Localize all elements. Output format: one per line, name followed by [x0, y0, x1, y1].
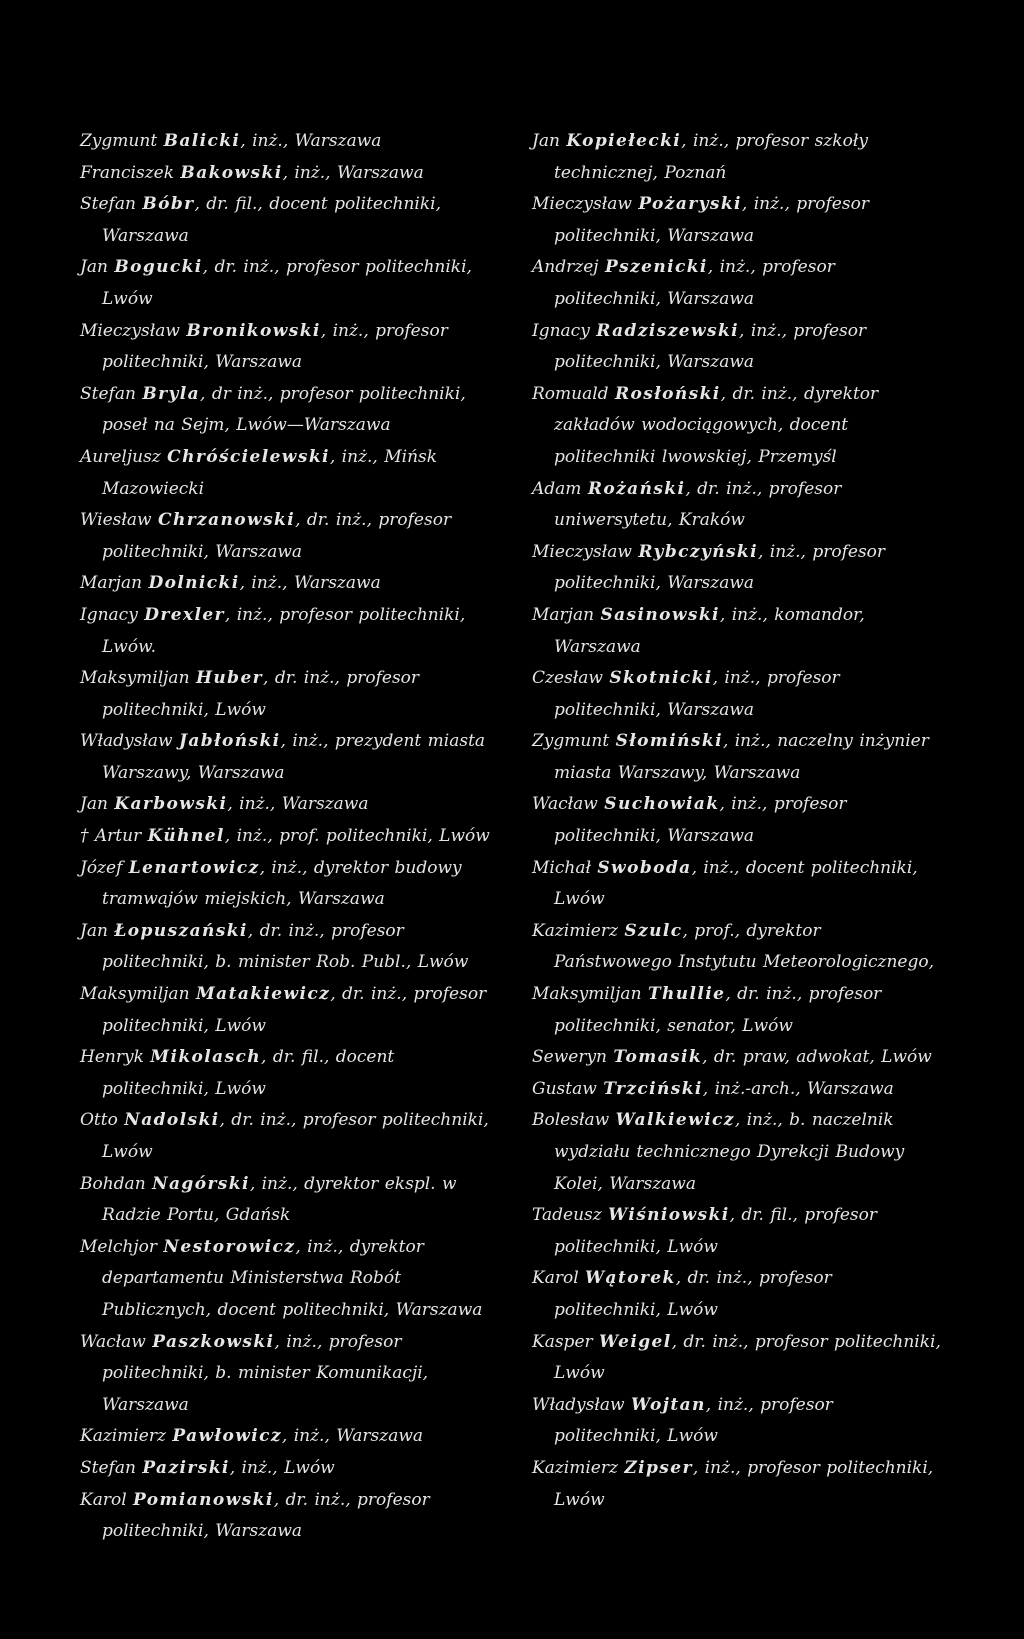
- first-name: Zygmunt: [532, 731, 610, 752]
- entry-details: , dr. inż., profesor politechniki, Lwów: [102, 1110, 489, 1162]
- entry-details: , inż., Warszawa: [282, 162, 424, 183]
- first-name: Wacław: [80, 1331, 146, 1352]
- first-name: Stefan: [80, 383, 136, 404]
- first-name: Zygmunt: [80, 131, 158, 151]
- surname: Nadolski: [124, 1110, 220, 1131]
- entry-details: , inż., profesor politechniki, Warszawa: [554, 668, 840, 720]
- entry-details: , inż., prof. politechniki, Lwów: [224, 826, 490, 847]
- list-item: [80, 1327, 490, 1422]
- first-name: Mieczysław: [532, 194, 632, 215]
- surname: Matakiewicz: [195, 984, 331, 1005]
- surname: Mikolasch: [150, 1047, 262, 1068]
- surname: Skotnicki: [609, 668, 713, 689]
- surname: Rosłoński: [614, 383, 721, 404]
- first-name: Kazimierz: [80, 1426, 166, 1447]
- entry-details: , dr. inż., profesor politechniki, Lwów: [102, 984, 487, 1036]
- surname: Thullie: [647, 984, 726, 1005]
- entry-details: , dr. fil., docent politechniki, Warszawa: [102, 194, 441, 246]
- first-name: Romuald: [532, 383, 609, 404]
- first-name: † Artur: [80, 826, 142, 847]
- list-item: [80, 663, 490, 726]
- entry-details: , dr. inż., profesor politechniki, Lwów: [554, 1331, 941, 1384]
- first-name: Władysław: [532, 1394, 625, 1415]
- list-item: [80, 1105, 490, 1168]
- entry-details: , inż., dyrektor departamentu Ministerstwa Robót Publicznych, docent politechniki, Warszawa: [102, 1236, 483, 1320]
- list-item: [80, 853, 490, 916]
- surname: Drexler: [144, 604, 225, 625]
- list-item: [532, 600, 942, 663]
- entry-details: , inż., profesor politechniki, Lwów.: [102, 604, 466, 657]
- first-name: Seweryn: [532, 1047, 607, 1068]
- surname: Pomianowski: [133, 1489, 274, 1510]
- list-item: [532, 316, 942, 379]
- list-item: [532, 789, 942, 852]
- entry-details: , inż., Warszawa: [239, 573, 381, 594]
- surname: Pożaryski: [638, 194, 742, 215]
- surname: Jabłoński: [178, 731, 281, 752]
- first-name: Bohdan: [80, 1173, 146, 1194]
- list-item: [532, 1390, 942, 1453]
- surname: Lenartowicz: [128, 857, 260, 878]
- surname: Sasinowski: [600, 604, 720, 625]
- list-item: [532, 252, 942, 315]
- list-item: [80, 1042, 490, 1105]
- surname: Tomasik: [613, 1047, 703, 1068]
- list-item: [80, 1232, 490, 1327]
- list-item: [80, 1453, 490, 1485]
- first-name: Tadeusz: [532, 1205, 602, 1226]
- right-column: [532, 126, 942, 1516]
- first-name: Wiesław: [80, 510, 152, 531]
- surname: Wątorek: [585, 1268, 676, 1289]
- surname: Szulc: [624, 920, 683, 941]
- surname: Chróścielewski: [167, 446, 330, 467]
- entry-details: , dr. inż., dyrektor zakładów wodociągowych, docent politechniki lwowskiej, Przemyśl: [554, 383, 879, 467]
- first-name: Maksymiljan: [532, 984, 642, 1005]
- list-item: [532, 1042, 942, 1074]
- surname: Nestorowicz: [163, 1236, 296, 1257]
- first-name: Karol: [532, 1268, 579, 1289]
- list-item: [80, 600, 490, 663]
- entry-details: , inż., profesor politechniki, Lwów: [554, 1394, 833, 1447]
- entry-details: , dr. inż., profesor politechniki, Lwów: [102, 668, 420, 720]
- list-item: [532, 663, 942, 726]
- list-item: [80, 789, 490, 821]
- surname: Zipser: [624, 1457, 693, 1478]
- surname: Karbowski: [114, 794, 228, 815]
- surname: Kopiełecki: [566, 131, 682, 151]
- surname: Bóbr: [142, 194, 195, 215]
- list-item: [532, 1327, 942, 1390]
- entry-details: , inż., profesor politechniki, Lwów: [554, 1457, 934, 1510]
- entry-details: , inż., prezydent miasta Warszawy, Warszawa: [102, 731, 486, 783]
- list-item: [80, 1169, 490, 1232]
- first-name: Stefan: [80, 194, 136, 215]
- left-column: [80, 126, 490, 1548]
- entry-details: , inż., komandor, Warszawa: [554, 604, 865, 657]
- entry-details: , inż., Lwów: [229, 1457, 335, 1478]
- surname: Pazirski: [142, 1457, 230, 1478]
- surname: Walkiewicz: [615, 1110, 735, 1131]
- list-item: [80, 189, 490, 252]
- list-item: [532, 1453, 942, 1516]
- surname: Pszenicki: [604, 257, 708, 278]
- first-name: Henryk: [80, 1047, 144, 1068]
- first-name: Jan: [80, 794, 108, 815]
- list-item: [532, 474, 942, 537]
- first-name: Aureljusz: [80, 446, 161, 467]
- entry-details: , inż., docent politechniki, Lwów: [554, 857, 918, 910]
- entry-details: , inż., Mińsk Mazowiecki: [102, 446, 438, 499]
- list-item: [532, 1105, 942, 1200]
- entry-details: , dr. inż., profesor politechniki, Warszawa: [102, 510, 452, 562]
- surname: Kühnel: [147, 826, 225, 847]
- list-item: [80, 568, 490, 600]
- surname: Weigel: [599, 1331, 672, 1352]
- entry-details: , dr. fil., docent politechniki, Lwów: [102, 1047, 395, 1099]
- first-name: Marjan: [532, 604, 595, 625]
- surname: Huber: [195, 668, 264, 689]
- surname: Bronikowski: [186, 320, 321, 341]
- list-item: [532, 379, 942, 474]
- entry-details: , inż., profesor politechniki, b. minister Komunikacji, Warszawa: [102, 1331, 429, 1415]
- list-item: [80, 158, 490, 190]
- list-item: [80, 916, 490, 979]
- first-name: Bolesław: [532, 1110, 610, 1131]
- surname: Paszkowski: [152, 1331, 275, 1352]
- surname: Balicki: [163, 131, 241, 151]
- entry-details: , inż., dyrektor ekspl. w Radzie Portu, Gdańsk: [102, 1173, 457, 1226]
- entry-details: , prof., dyrektor Państwowego Instytutu Meteorologicznego,: [554, 920, 934, 973]
- list-item: [532, 1200, 942, 1263]
- first-name: Maksymiljan: [80, 668, 190, 689]
- entry-details: , inż., Warszawa: [240, 131, 382, 151]
- first-name: Mieczysław: [80, 320, 180, 341]
- entry-details: , inż., dyrektor budowy tramwajów miejskich, Warszawa: [102, 857, 462, 910]
- first-name: Michał: [532, 857, 591, 878]
- first-name: Adam: [532, 478, 582, 499]
- list-item: [532, 537, 942, 600]
- list-item: [80, 1421, 490, 1453]
- entry-details: , inż., profesor politechniki, Warszawa: [554, 257, 835, 309]
- entry-details: , inż., Warszawa: [227, 794, 369, 815]
- surname: Chrzanowski: [158, 510, 296, 531]
- entry-details: , inż., profesor politechniki, Warszawa: [554, 794, 847, 847]
- list-item: [80, 316, 490, 379]
- list-item: [532, 726, 942, 789]
- surname: Wojtan: [630, 1394, 706, 1415]
- entry-details: , inż., profesor politechniki, Warszawa: [554, 194, 869, 246]
- first-name: Jan: [532, 131, 560, 151]
- first-name: Władysław: [80, 731, 173, 752]
- entry-details: , inż., Warszawa: [281, 1426, 424, 1447]
- entry-details: , dr. inż., profesor politechniki, Lwów: [554, 1268, 832, 1320]
- list-item: [532, 979, 942, 1042]
- first-name: Stefan: [80, 1457, 136, 1478]
- surname: Bakowski: [180, 162, 283, 183]
- first-name: Jan: [80, 920, 108, 941]
- surname: Suchowiak: [604, 794, 720, 815]
- entry-details: , inż., naczelny inżynier miasta Warszawy, Warszawa: [554, 731, 929, 783]
- list-item: [80, 1485, 490, 1548]
- entry-details: , inż., profesor politechniki, Warszawa: [554, 320, 867, 373]
- first-name: Kazimierz: [532, 920, 618, 941]
- entry-details: , dr. inż., profesor politechniki, b. minister Rob. Publ., Lwów: [102, 920, 469, 973]
- surname: Bryla: [142, 383, 201, 404]
- entry-details: , dr. praw, adwokat, Lwów: [702, 1047, 932, 1068]
- surname: Łopuszański: [114, 920, 248, 941]
- list-item: [80, 979, 490, 1042]
- list-item: [532, 126, 942, 189]
- entry-details: , dr. inż., profesor politechniki, senator, Lwów: [554, 984, 882, 1036]
- surname: Rybczyński: [638, 541, 758, 562]
- surname: Wiśniowski: [608, 1205, 730, 1226]
- first-name: Ignacy: [80, 604, 138, 625]
- list-item: [532, 853, 942, 916]
- first-name: Gustaw: [532, 1078, 597, 1099]
- list-item: [80, 821, 490, 853]
- entry-details: , inż., b. naczelnik wydziału technicznego Dyrekcji Budowy Kolei, Warszawa: [554, 1110, 905, 1194]
- surname: Dolnicki: [148, 573, 240, 594]
- entry-details: , inż., profesor szkoły technicznej, Poznań: [554, 131, 868, 183]
- first-name: Ignacy: [532, 320, 590, 341]
- first-name: Maksymiljan: [80, 984, 190, 1005]
- first-name: Mieczysław: [532, 541, 632, 562]
- list-item: [80, 126, 490, 158]
- entry-details: , inż., profesor politechniki, Warszawa: [102, 320, 448, 373]
- entry-details: , dr. fil., profesor politechniki, Lwów: [554, 1205, 877, 1257]
- list-item: [80, 726, 490, 789]
- list-item: [532, 189, 942, 252]
- list-item: [80, 505, 490, 568]
- entry-details: , dr. inż., profesor politechniki, Lwów: [102, 257, 472, 309]
- surname: Nagórski: [152, 1173, 250, 1194]
- list-item: [80, 252, 490, 315]
- first-name: Marjan: [80, 573, 143, 594]
- list-item: [80, 379, 490, 442]
- first-name: Kasper: [532, 1331, 593, 1352]
- surname: Pawłowicz: [172, 1426, 282, 1447]
- surname: Radziszewski: [596, 320, 740, 341]
- surname: Rożański: [587, 478, 686, 499]
- surname: Trzciński: [603, 1078, 703, 1099]
- list-item: [532, 916, 942, 979]
- first-name: Otto: [80, 1110, 118, 1131]
- first-name: Czesław: [532, 668, 603, 689]
- first-name: Jan: [80, 257, 108, 278]
- first-name: Wacław: [532, 794, 598, 815]
- list-item: [532, 1074, 942, 1106]
- first-name: Andrzej: [532, 257, 599, 278]
- surname: Słomiński: [615, 731, 723, 752]
- first-name: Melchjor: [80, 1236, 158, 1257]
- entry-details: , dr. inż., profesor politechniki, Warszawa: [102, 1489, 430, 1542]
- entry-details: , dr inż., profesor politechniki, poseł na Sejm, Lwów—Warszawa: [102, 383, 466, 436]
- entry-details: , inż., profesor politechniki, Warszawa: [554, 541, 886, 594]
- list-item: [80, 442, 490, 505]
- entry-details: , dr. inż., profesor uniwersytetu, Kraków: [554, 478, 842, 531]
- surname: Bogucki: [114, 257, 203, 278]
- first-name: Karol: [80, 1489, 127, 1510]
- first-name: Kazimierz: [532, 1457, 618, 1478]
- first-name: Józef: [80, 857, 123, 878]
- entry-details: , inż.-arch., Warszawa: [702, 1078, 894, 1099]
- first-name: Franciszek: [80, 162, 175, 183]
- surname: Swoboda: [597, 857, 692, 878]
- list-item: [532, 1263, 942, 1326]
